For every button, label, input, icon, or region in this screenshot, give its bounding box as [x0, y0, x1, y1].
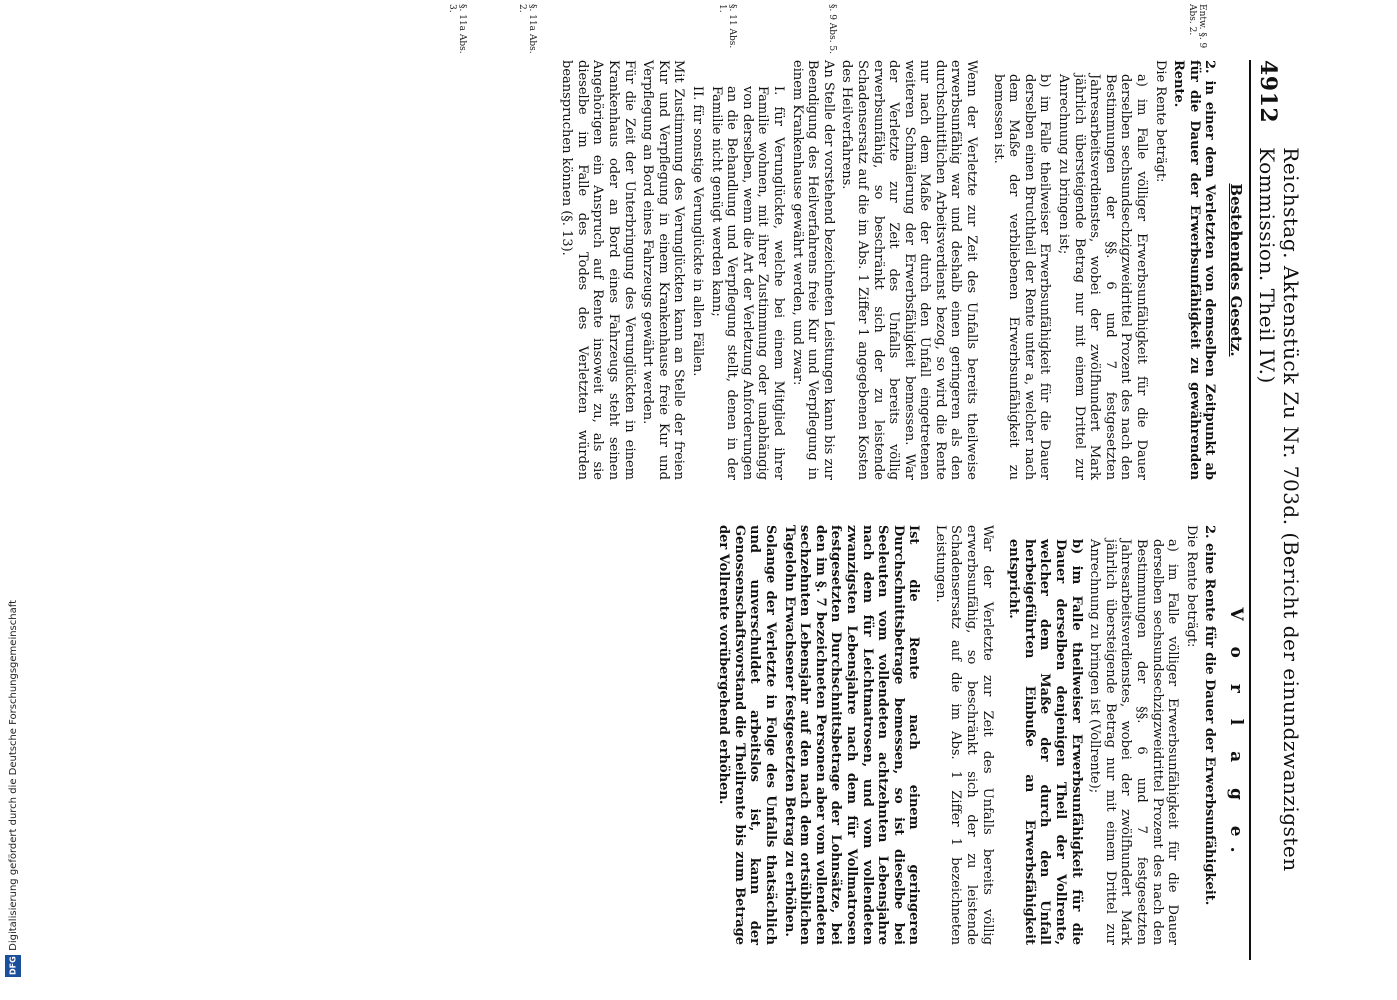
margin-note: §. 9 Abs. 5.: [827, 4, 837, 54]
page-header-title: Reichstag. Aktenstück Zu Nr. 703d. (Bericht der einundzwanzigsten Kommission. Theil IV.): [1255, 147, 1303, 872]
margin-note: §. 11a Abs. 3.: [447, 4, 467, 54]
margin-note: §. 11 Abs. 1.: [717, 4, 737, 49]
paragraph: 2. eine Rente für die Dauer der Erwerbsunfähigkeit.: [1202, 525, 1218, 906]
dfg-logo-icon: DFG: [5, 955, 21, 977]
paragraph: Solange der Verletzte in Folge des Unfalls thatsächlich und unverschuldet arbeitslos ist, kann der Genossenschaftsvorstand die Theilrente bis zum Betrage der Vollrente vorübergehend erhöhen.: [716, 525, 778, 945]
paragraph: I. für Verunglückte, welche bei einem Mitglied ihrer Familie wohnen, mit ihrer Zustimmung oder unabhängig von derselben, wenn die Art der Verletzung Anforderungen an die Behandlung und Verpflegung stellt, denen in der Familie nicht genügt werden kann;: [708, 86, 786, 480]
credit-text: Digitalisierung gefördert durch die Deutsche Forschungsgemeinschaft: [7, 600, 19, 951]
column-title: V o r l a g e.: [1226, 607, 1246, 863]
paragraph: War der Verletzte zur Zeit des Unfalls bereits völlig erwerbsunfähig, so beschränkt sich der zu leistende Schadensersatz auf die im Abs. 1 Ziffer 1 bezeichneten Leistungen.: [932, 525, 995, 945]
paragraph: Die Rente beträgt:: [1152, 60, 1168, 183]
digitization-credit: [4, 600, 22, 995]
margin-note: Entw. §. 9 Abs. 2.: [1187, 4, 1207, 49]
paragraph: II. für sonstige Verunglückte in allen Fällen.: [690, 86, 705, 377]
column-title: Bestehendes Gesetz.: [1227, 183, 1245, 357]
page-number: 4912: [1255, 60, 1281, 124]
page-header: [1249, 60, 1303, 960]
paragraph: a) im Falle völliger Erwerbsunfähigkeit für die Dauer derselben sechsundsechzigzweidrittel Prozent des nach den Bestimmungen der §§. 6 und 7 festgesetzten Jahresarbeitsverdienstes, wobei der zwölfhundert Mark jährlich übersteigende Betrag nur mit einem Drittel zur Anrechnung zu bringen ist (Vollrente);: [1087, 539, 1181, 945]
column-proposal: [713, 525, 1247, 945]
paragraph: Für die Zeit der Unterbringung des Verunglückten in einem Krankenhaus oder an Bord eines Fahrzeugs steht seinen Angehörigen ein Anspruch auf Rente insoweit zu, als sie dieselbe im Falle des Todes des Verletzten würden beanspruchen können (§. 13).: [559, 60, 637, 480]
paragraph: b) im Falle theilweiser Erwerbsunfähigkeit für die Dauer derselben einen Bruchtheil der Rente unter a, welcher nach dem Maße der verbliebenen Erwerbsunfähigkeit zu bemessen ist.: [990, 74, 1053, 480]
paragraph: An Stelle der vorstehend bezeichneten Leistungen kann bis zur Beendigung des Heilverfahrens freie Kur und Verpflegung in einem Krankenhause gewährt werden, und zwar:: [789, 60, 836, 480]
paragraph: Die Rente beträgt:: [1183, 525, 1199, 648]
paragraph: a) im Falle völliger Erwerbsunfähigkeit für die Dauer derselben sechsundsechzigzweidrittel Prozent des nach den Bestimmungen der §§. 6 und 7 festgesetzten Jahresarbeitsverdienstes, wobei der zwölfhundert Mark jährlich übersteigende Betrag nur mit einem Drittel zur Anrechnung zu bringen ist;: [1056, 74, 1150, 480]
paragraph: 2. in einer dem Verletzten von demselben Zeitpunkt ab für die Dauer der Erwerbsunfähigkeit zu gewährenden Rente.: [1171, 60, 1218, 480]
margin-note: §. 11a Abs. 2.: [517, 4, 537, 54]
paragraph: b) im Falle theilweiser Erwerbsunfähigkeit für die Dauer derselben denjenigen Theil der Vollrente, welcher dem Maße der durch den Unfall herbeigeführten Einbuße an Erwerbsfähigkeit entspricht.: [1006, 539, 1084, 945]
column-existing-law: [556, 60, 1247, 480]
paragraph: Mit Zustimmung des Verunglückten kann an Stelle der freien Kur und Verpflegung in einem Krankenhause freie Kur und Verpflegung an Bord eines Fahrzeugs gewährt werden.: [640, 60, 687, 480]
paragraph: Wenn der Verletzte zur Zeit des Unfalls bereits theilweise erwerbsunfähig war und deshalb einen geringeren als den durchschnittlichen Arbeitsverdienst bezog, so wird die Rente nur nach dem Maße der durch den Unfall eingetretenen weiteren Schmälerung der Erwerbsfähigkeit bemessen. War der Verletzte zur Zeit des Unfalls bereits völlig erwerbsunfähig, so beschränkt sich der zu leistende Schadensersatz auf die im Abs. 1 Ziffer 1 angegebenen Kosten des Heilverfahrens.: [839, 60, 980, 480]
paragraph: Ist die Rente nach einem geringeren Durchschnittsbetrage bemessen, so ist dieselbe bei Seeleuten vom vollendeten achtzehnten Lebensjahre nach dem für Leichtmatrosen, und vom vollendeten zwanzigsten Lebensjahre nach dem für Vollmatrosen festgesetzten Durchschnittsbetrage der Lohnsätze, bei den im §. 7 bezeichneten Personen aber vom vollendeten sechzehnten Lebensjahr auf den nach dem ortsüblichen Tagelohn Erwachsener festgesetzten Betrag zu erhöhen.: [781, 525, 922, 945]
